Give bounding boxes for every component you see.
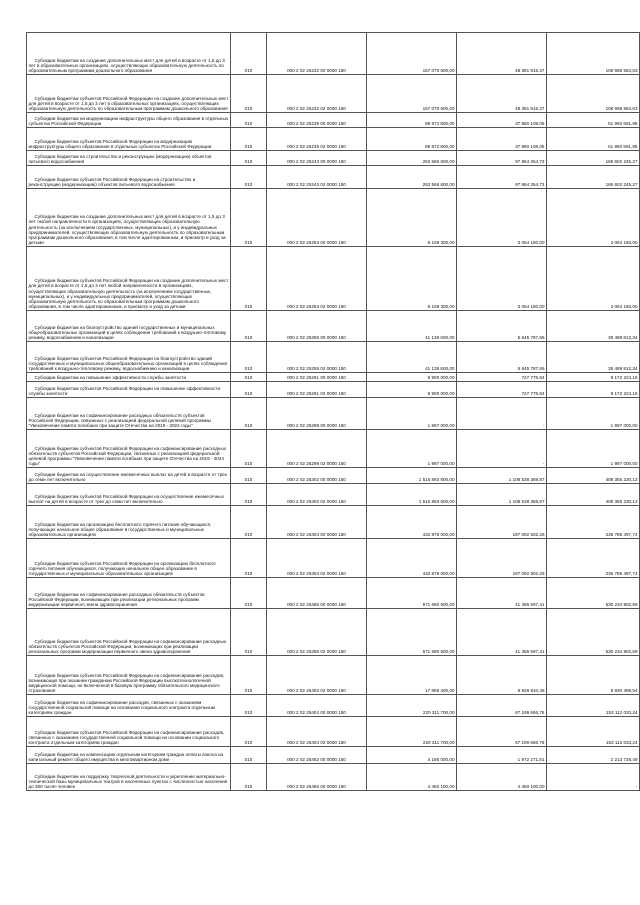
cell-unexecuted: 165 602 245,27: [547, 151, 640, 166]
cell-name: [27, 398, 231, 430]
cell-budget-code: 000 2 02 25243 00 0000 150: [267, 151, 367, 166]
cell-unexecuted: 51 992 691,95: [547, 128, 640, 151]
row-label: Субсидии бюджетам на компенсацию отдельным категориям граждан оплаты взноса на капитальный ремонт общего имущества в многоквартирном доме: [28, 751, 224, 762]
cell-line-code: 010: [231, 342, 267, 373]
cell-budget-code: 000 2 02 25466 00 0000 150: [267, 764, 367, 791]
cell-executed: 5 645 787,66: [457, 311, 547, 342]
row-label: Субсидии бюджетам на модернизацию инфраструктуры общего образования в отдельных субъектах Российской Федерации: [28, 115, 229, 126]
table-row: [27, 382, 640, 398]
table-row: [27, 578, 640, 609]
cell-unexecuted: 35 489 812,34: [547, 342, 640, 373]
cell-executed: 48 381 915,37: [457, 33, 547, 75]
cell-executed: 197 092 502,26: [457, 539, 547, 578]
cell-unexecuted: 153 112 033,24: [547, 695, 640, 717]
cell-approved: 263 566 600,00: [367, 151, 457, 166]
table-row: [27, 398, 640, 430]
cell-unexecuted: -: [547, 764, 640, 791]
cell-budget-code: 000 2 02 25299 00 0000 150: [267, 398, 367, 430]
cell-approved: 6 108 300,00: [367, 247, 457, 311]
cell-line-code: 010: [231, 468, 267, 484]
cell-line-code: 010: [231, 113, 267, 128]
cell-budget-code: 000 2 02 25365 00 0000 150: [267, 578, 367, 609]
cell-line-code: 010: [231, 128, 267, 151]
cell-unexecuted: 3 054 150,00: [547, 247, 640, 311]
cell-budget-code: 000 2 02 25304 00 0000 150: [267, 506, 367, 539]
cell-unexecuted: 51 992 691,95: [547, 113, 640, 128]
cell-line-code: 010: [231, 247, 267, 311]
cell-approved: 6 108 300,00: [367, 189, 457, 247]
cell-executed: 727 775,84: [457, 382, 547, 398]
row-label: Субсидии бюджетам на повышение эффективности службы занятости: [34, 374, 187, 380]
cell-name: [27, 484, 231, 506]
cell-executed: 8 828 910,46: [457, 656, 547, 695]
cell-approved: 157 070 600,00: [367, 75, 457, 113]
cell-budget-code: 000 2 02 25304 02 0000 150: [267, 539, 367, 578]
cell-budget-code: 000 2 02 25365 02 0000 150: [267, 609, 367, 656]
cell-name: [27, 311, 231, 342]
table-row: [27, 311, 640, 342]
table-row: [27, 189, 640, 247]
cell-approved: 9 900 000,00: [367, 373, 457, 382]
table-row: [27, 539, 640, 578]
cell-executed: 37 880 108,05: [457, 113, 547, 128]
cell-name: [27, 578, 231, 609]
cell-line-code: 010: [231, 484, 267, 506]
cell-unexecuted: 153 112 033,24: [547, 717, 640, 747]
cell-approved: 1 516 893 600,00: [367, 484, 457, 506]
cell-name: [27, 113, 231, 128]
cell-name: [27, 128, 231, 151]
cell-approved: 41 135 600,00: [367, 342, 457, 373]
cell-line-code: 010: [231, 609, 267, 656]
table-row: [27, 764, 640, 791]
table-row: [27, 75, 640, 113]
cell-approved: 432 878 000,00: [367, 506, 457, 539]
cell-approved: 4 450 100,00: [367, 764, 457, 791]
cell-unexecuted: 1 997 000,00: [547, 430, 640, 468]
cell-approved: 4 186 000,00: [367, 747, 457, 764]
table-row: [27, 609, 640, 656]
cell-budget-code: 000 2 02 25232 00 0000 150: [267, 33, 367, 75]
cell-name: [27, 75, 231, 113]
table-row: [27, 247, 640, 311]
cell-name: [27, 430, 231, 468]
cell-unexecuted: 235 785 497,74: [547, 539, 640, 578]
cell-approved: 157 070 600,00: [367, 33, 457, 75]
cell-line-code: 010: [231, 695, 267, 717]
cell-executed: 67 199 666,76: [457, 695, 547, 717]
table-row: [27, 430, 640, 468]
cell-budget-code: 000 2 02 25253 00 0000 150: [267, 189, 367, 247]
cell-line-code: 010: [231, 373, 267, 382]
cell-executed: -: [457, 398, 547, 430]
cell-name: [27, 656, 231, 695]
cell-line-code: 010: [231, 166, 267, 189]
row-label: Субсидии бюджетам на создание дополнительных мест для детей в возрасте от 1,5 до 3 лет в образовательных организациях, осуществляющих образовательную деятельность по образовательным программам дошкольного образования: [28, 57, 225, 73]
row-label: Субсидии бюджетам субъектов Российской Федерации на софинансирование расходов, возникающих при оказании гражданам Российской Федерации высокотехнологичной медицинской помощи, не включенной в базовую программу обязательного медицинского страхования: [28, 672, 225, 693]
budget-table: [26, 32, 640, 791]
cell-executed: -: [457, 430, 547, 468]
table-row: [27, 113, 640, 128]
row-label: Субсидии бюджетам субъектов Российской Федерации на софинансирование расходов, связанных с оказанием государственной социальной помощи на основании социального контракта отдельным категориям граждан: [28, 729, 225, 745]
cell-unexecuted: 408 355 230,13: [547, 468, 640, 484]
cell-executed: 1 972 271,51: [457, 747, 547, 764]
table-row: [27, 342, 640, 373]
cell-executed: 48 381 915,37: [457, 75, 547, 113]
cell-line-code: 010: [231, 656, 267, 695]
cell-unexecuted: 2 213 728,49: [547, 747, 640, 764]
cell-name: [27, 747, 231, 764]
cell-unexecuted: 8 830 489,54: [547, 656, 640, 695]
cell-budget-code: 000 2 02 25302 02 0000 150: [267, 484, 367, 506]
cell-name: [27, 373, 231, 382]
cell-name: [27, 609, 231, 656]
table-row: [27, 373, 640, 382]
cell-line-code: 010: [231, 398, 267, 430]
cell-approved: 263 566 600,00: [367, 166, 457, 189]
row-label: Субсидии бюджетам на строительство и реконструкцию (модернизацию) объектов питьевого водоснабжения: [28, 153, 212, 164]
cell-name: [27, 33, 231, 75]
cell-name: [27, 189, 231, 247]
cell-budget-code: 000 2 02 25291 02 0000 150: [267, 382, 367, 398]
row-label: Субсидии бюджетам субъектов Российской Федерации на повышение эффективности службы занятости: [28, 385, 221, 396]
cell-budget-code: 000 2 02 25402 02 0000 150: [267, 656, 367, 695]
cell-line-code: 010: [231, 430, 267, 468]
cell-executed: 3 054 150,00: [457, 247, 547, 311]
table-row: [27, 151, 640, 166]
cell-name: [27, 539, 231, 578]
cell-line-code: 010: [231, 311, 267, 342]
cell-approved: 1 516 893 600,00: [367, 468, 457, 484]
cell-name: [27, 166, 231, 189]
cell-budget-code: 000 2 02 25404 02 0000 150: [267, 717, 367, 747]
cell-approved: 220 311 700,00: [367, 695, 457, 717]
row-label: Субсидии бюджетам субъектов Российской Федерации на осуществление ежемесячных выплат на детей в возрасте от трех до семи лет включительно: [28, 493, 224, 504]
cell-line-code: 010: [231, 75, 267, 113]
cell-line-code: 010: [231, 151, 267, 166]
cell-unexecuted: 530 234 902,59: [547, 609, 640, 656]
cell-name: [27, 342, 231, 373]
table-row: [27, 506, 640, 539]
cell-executed: 41 455 597,41: [457, 609, 547, 656]
cell-unexecuted: 165 602 245,27: [547, 166, 640, 189]
cell-line-code: 010: [231, 189, 267, 247]
cell-line-code: 010: [231, 506, 267, 539]
cell-line-code: 010: [231, 747, 267, 764]
cell-unexecuted: 108 688 684,63: [547, 33, 640, 75]
cell-name: [27, 764, 231, 791]
row-label: Субсидии бюджетам на благоустройство зданий государственных и муниципальных общеобразовательных организаций в целях соблюдения требований к воздушно-тепловому режиму, водоснабжению и канализации: [28, 324, 227, 340]
cell-executed: 97 964 354,73: [457, 166, 547, 189]
table-row: [27, 717, 640, 747]
cell-budget-code: 000 2 02 25404 00 0000 150: [267, 695, 367, 717]
cell-unexecuted: 1 997 000,00: [547, 398, 640, 430]
cell-unexecuted: 408 355 230,13: [547, 484, 640, 506]
cell-name: [27, 247, 231, 311]
cell-budget-code: 000 2 02 25243 02 0000 150: [267, 166, 367, 189]
table-row: [27, 747, 640, 764]
table-row: [27, 128, 640, 151]
cell-executed: 3 054 150,00: [457, 189, 547, 247]
cell-executed: 1 108 538 369,87: [457, 484, 547, 506]
row-label: Субсидии бюджетам на софинансирование расходов, связанных с оказанием государственной социальной помощи на основании социального контракта отдельным категориям граждан: [28, 699, 216, 715]
cell-executed: 37 880 108,05: [457, 128, 547, 151]
row-label: Субсидии бюджетам субъектов Российской Федерации на благоустройство зданий государственных и муниципальных общеобразовательных организаций в целях соблюдения требований к воздушно-тепловому режиму, водоснабжению и канализации: [28, 355, 228, 371]
cell-budget-code: 000 2 02 25232 02 0000 150: [267, 75, 367, 113]
cell-executed: 197 092 502,26: [457, 506, 547, 539]
cell-budget-code: 000 2 02 25299 02 0000 150: [267, 430, 367, 468]
cell-name: [27, 717, 231, 747]
cell-executed: 97 964 354,73: [457, 151, 547, 166]
cell-unexecuted: 9 172 224,16: [547, 382, 640, 398]
row-label: Субсидии бюджетам субъектов Российской Федерации на софинансирование расходных обязательств субъектов Российской Федерации, связанных с реализацией федеральной целевой программы "Увековечение памяти погибших при защите Отечества на 2019 - 2024 годы": [28, 445, 227, 466]
cell-unexecuted: 235 785 497,74: [547, 506, 640, 539]
row-label: Субсидии бюджетам на создание дополнительных мест для детей в возрасте от 1,5 до 3 лет любой направленности в организациях, осуществляющих образовательную деятельность (за исключением государственных, муниципальных), и у индивидуальных предпринимателей, осуществляющих образовательную деятельность по образовательным программам дошкольного образования, в том числе адаптированным, и присмотр и уход за детьми: [28, 214, 226, 245]
cell-approved: 9 900 000,00: [367, 382, 457, 398]
cell-name: [27, 506, 231, 539]
cell-budget-code: 000 2 02 25291 00 0000 150: [267, 373, 367, 382]
cell-budget-code: 000 2 02 25302 00 0000 150: [267, 468, 367, 484]
cell-line-code: 010: [231, 382, 267, 398]
cell-name: [27, 151, 231, 166]
row-label: Субсидии бюджетам субъектов Российской Федерации на софинансирование расходных обязательств субъектов Российской Федерации, возникающих при реализации региональных программ модернизации первичного звена здравоохранения: [28, 638, 227, 654]
cell-budget-code: 000 2 02 25255 02 0000 150: [267, 342, 367, 373]
cell-line-code: 010: [231, 578, 267, 609]
row-label: Субсидии бюджетам субъектов Российской Федерации на строительство и реконструкцию (модернизацию) объектов питьевого водоснабжения: [28, 176, 196, 187]
cell-line-code: 010: [231, 539, 267, 578]
row-label: Субсидии бюджетам субъектов Российской Федерации на модернизацию инфраструктуры общего образования в отдельных субъектах Российской Федерации: [28, 138, 212, 149]
cell-approved: 432 878 000,00: [367, 539, 457, 578]
cell-approved: 89 872 800,00: [367, 128, 457, 151]
cell-budget-code: 000 2 02 25462 00 0000 150: [267, 747, 367, 764]
cell-budget-code: 000 2 02 25253 02 0000 150: [267, 247, 367, 311]
cell-approved: 1 997 000,00: [367, 398, 457, 430]
cell-line-code: 010: [231, 33, 267, 75]
cell-executed: 1 108 538 369,87: [457, 468, 547, 484]
cell-approved: 571 690 500,00: [367, 578, 457, 609]
cell-line-code: 010: [231, 717, 267, 747]
table-row: [27, 656, 640, 695]
cell-name: [27, 382, 231, 398]
cell-approved: 17 859 400,00: [367, 656, 457, 695]
row-label: Субсидии бюджетам на софинансирование расходных обязательств субъектов Российской Федерации, связанных с реализацией федеральной целевой программы "Увековечение памяти погибших при защите Отечества на 2019 - 2024 годы": [28, 412, 212, 428]
cell-name: [27, 468, 231, 484]
table-row: [27, 33, 640, 75]
report-sheet: [26, 32, 638, 791]
cell-budget-code: 000 2 02 25239 00 0000 150: [267, 113, 367, 128]
row-label: Субсидии бюджетам на софинансирование расходных обязательств субъектов Российской Федерации, возникающих при реализации региональных программ модернизации первичного звена здравоохранения: [28, 591, 205, 607]
row-label: Субсидии бюджетам на осуществление ежемесячных выплат на детей в возрасте от трех до семи лет включительно: [28, 471, 227, 482]
cell-approved: 571 690 500,00: [367, 609, 457, 656]
row-label: Субсидии бюджетам на организацию бесплатного горячего питания обучающихся, получающих начальное общее образование в государственных и муниципальных образовательных организациях: [28, 521, 212, 537]
table-row: [27, 484, 640, 506]
cell-unexecuted: 108 688 684,63: [547, 75, 640, 113]
table-row: [27, 695, 640, 717]
row-label: Субсидии бюджетам субъектов Российской Федерации на организацию бесплатного горячего питания обучающихся, получающих начальное общее образование в государственных и муниципальных образовательных организациях: [28, 560, 216, 576]
cell-approved: 220 311 700,00: [367, 717, 457, 747]
cell-approved: 1 997 000,00: [367, 430, 457, 468]
cell-unexecuted: 3 054 150,00: [547, 189, 640, 247]
cell-unexecuted: 35 489 812,34: [547, 311, 640, 342]
cell-budget-code: 000 2 02 25255 00 0000 150: [267, 311, 367, 342]
row-label: Субсидии бюджетам субъектов Российской Федерации на создание дополнительных мест для детей в возрасте от 1,5 до 3 лет любой направленности в организациях, осуществляющих образовательную деятельность (за исключением государственных, муниципальных), и у индивидуальных предпринимателей, осуществляющих образовательную деятельность по образовательным программам дошкольного образования, в том числе адаптированным, и присмотр и уход за детьми: [28, 278, 229, 309]
cell-executed: 5 645 787,66: [457, 342, 547, 373]
table-row: [27, 468, 640, 484]
cell-executed: 41 455 597,41: [457, 578, 547, 609]
cell-name: [27, 695, 231, 717]
cell-budget-code: 000 2 02 25239 02 0000 150: [267, 128, 367, 151]
cell-executed: 4 450 100,00: [457, 764, 547, 791]
cell-executed: 727 775,84: [457, 373, 547, 382]
row-label: Субсидии бюджетам на поддержку творческой деятельности и укрепление материально-технической базы муниципальных театров в населенных пунктах с численностью населения до 300 тысяч человек: [28, 773, 228, 789]
cell-unexecuted: 9 172 224,16: [547, 373, 640, 382]
cell-executed: 67 199 666,76: [457, 717, 547, 747]
row-label: Субсидии бюджетам субъектов Российской Федерации на создание дополнительных мест для детей в возрасте от 1,5 до 3 лет в образовательных организациях, осуществляющих образовательную деятельность по образовательным программам дошкольного образования: [28, 95, 229, 111]
table-row: [27, 166, 640, 189]
cell-unexecuted: 530 234 902,59: [547, 578, 640, 609]
cell-approved: 41 135 600,00: [367, 311, 457, 342]
cell-approved: 89 872 800,00: [367, 113, 457, 128]
cell-line-code: 010: [231, 764, 267, 791]
